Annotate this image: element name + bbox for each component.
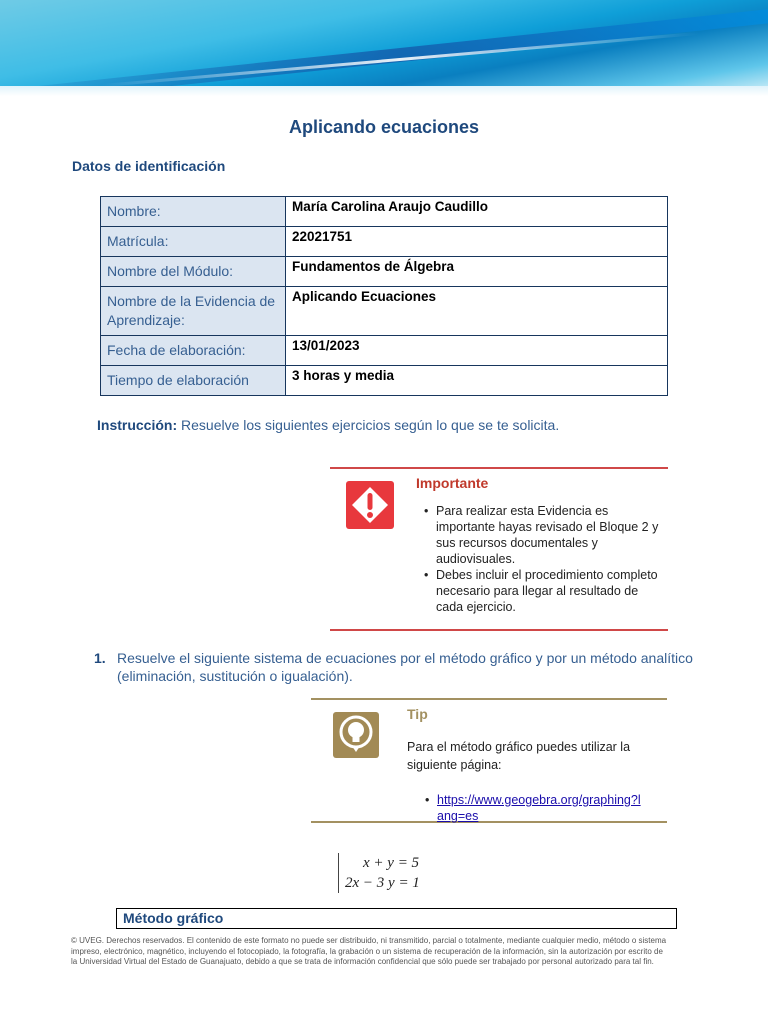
table-row <box>101 257 668 287</box>
tip-title: Tip <box>407 706 428 722</box>
important-title: Importante <box>416 475 489 491</box>
row-label: Nombre de la Evidencia de Aprendizaje: <box>101 287 286 336</box>
row-value: 22021751 <box>286 227 668 257</box>
list-item <box>425 792 647 824</box>
list-item: • Para realizar esta Evidencia es importante hayas revisado el Bloque 2 y sus recursos documentales y audiovisuales. <box>424 503 664 567</box>
equation-1: x + y = 5 <box>363 855 420 871</box>
row-label: Nombre: <box>101 197 286 227</box>
question-number: 1. <box>94 650 106 666</box>
row-value: 13/01/2023 <box>286 336 668 366</box>
tip-links <box>425 792 647 824</box>
table-row <box>101 197 668 227</box>
equation-system <box>338 853 420 893</box>
equation-2: 2x − 3 y = 1 <box>345 875 420 891</box>
question-1 <box>94 649 714 685</box>
page-title: Aplicando ecuaciones <box>288 117 480 137</box>
row-label: Tiempo de elaboración <box>101 366 286 396</box>
list-item: • Debes incluir el procedimiento completo necesario para llegar al resultado de cada ejercicio. <box>424 567 664 615</box>
question-text: Resuelve el siguiente sistema de ecuaciones por el método gráfico y por un método analítico (eliminación, sustitución o igualación). <box>117 650 693 684</box>
row-label: Fecha de elaboración: <box>101 336 286 366</box>
table-row <box>101 287 668 336</box>
method-section-header: Método gráfico <box>116 908 677 929</box>
identification-table <box>100 196 668 396</box>
tip-box <box>311 698 667 823</box>
instruction-text: Resuelve los siguientes ejercicios según lo que se te solicita. <box>181 417 560 433</box>
row-value: Aplicando Ecuaciones <box>286 287 668 336</box>
section-heading: Datos de identificación <box>72 158 226 174</box>
important-box <box>330 467 668 631</box>
copyright-footer: © UVEG. Derechos reservados. El contenido de este formato no puede ser distribuido, ni transmitido, parcial o totalmente, mediante cualquier medio, método o sistema impreso, electrónico, magnético, incluyendo el fotocopiado, la fotografía, la grabación o un sistema de recuperación de la información, sin la autorización por escrito de la Universidad Virtual del Estado de Guanajuato, debido a que se trata de información confidencial que sólo puede ser trabajado por personal autorizado para tal fin. <box>71 936 667 966</box>
banner-fade <box>0 86 768 96</box>
row-label: Nombre del Módulo: <box>101 257 286 287</box>
row-label: Matrícula: <box>101 227 286 257</box>
warning-icon <box>346 481 394 529</box>
row-value: 3 horas y media <box>286 366 668 396</box>
table-row <box>101 366 668 396</box>
row-value: María Carolina Araujo Caudillo <box>286 197 668 227</box>
row-value: Fundamentos de Álgebra <box>286 257 668 287</box>
tip-text: Para el método gráfico puedes utilizar la siguiente página: <box>407 740 631 772</box>
header-banner <box>0 0 768 86</box>
instruction <box>97 417 559 433</box>
important-list <box>424 503 664 615</box>
instruction-label: Instrucción: <box>97 417 178 433</box>
lightbulb-icon <box>333 712 379 758</box>
table-row <box>101 227 668 257</box>
geogebra-link[interactable]: https://www.geogebra.org/graphing?lang=es <box>437 793 641 823</box>
table-row <box>101 336 668 366</box>
